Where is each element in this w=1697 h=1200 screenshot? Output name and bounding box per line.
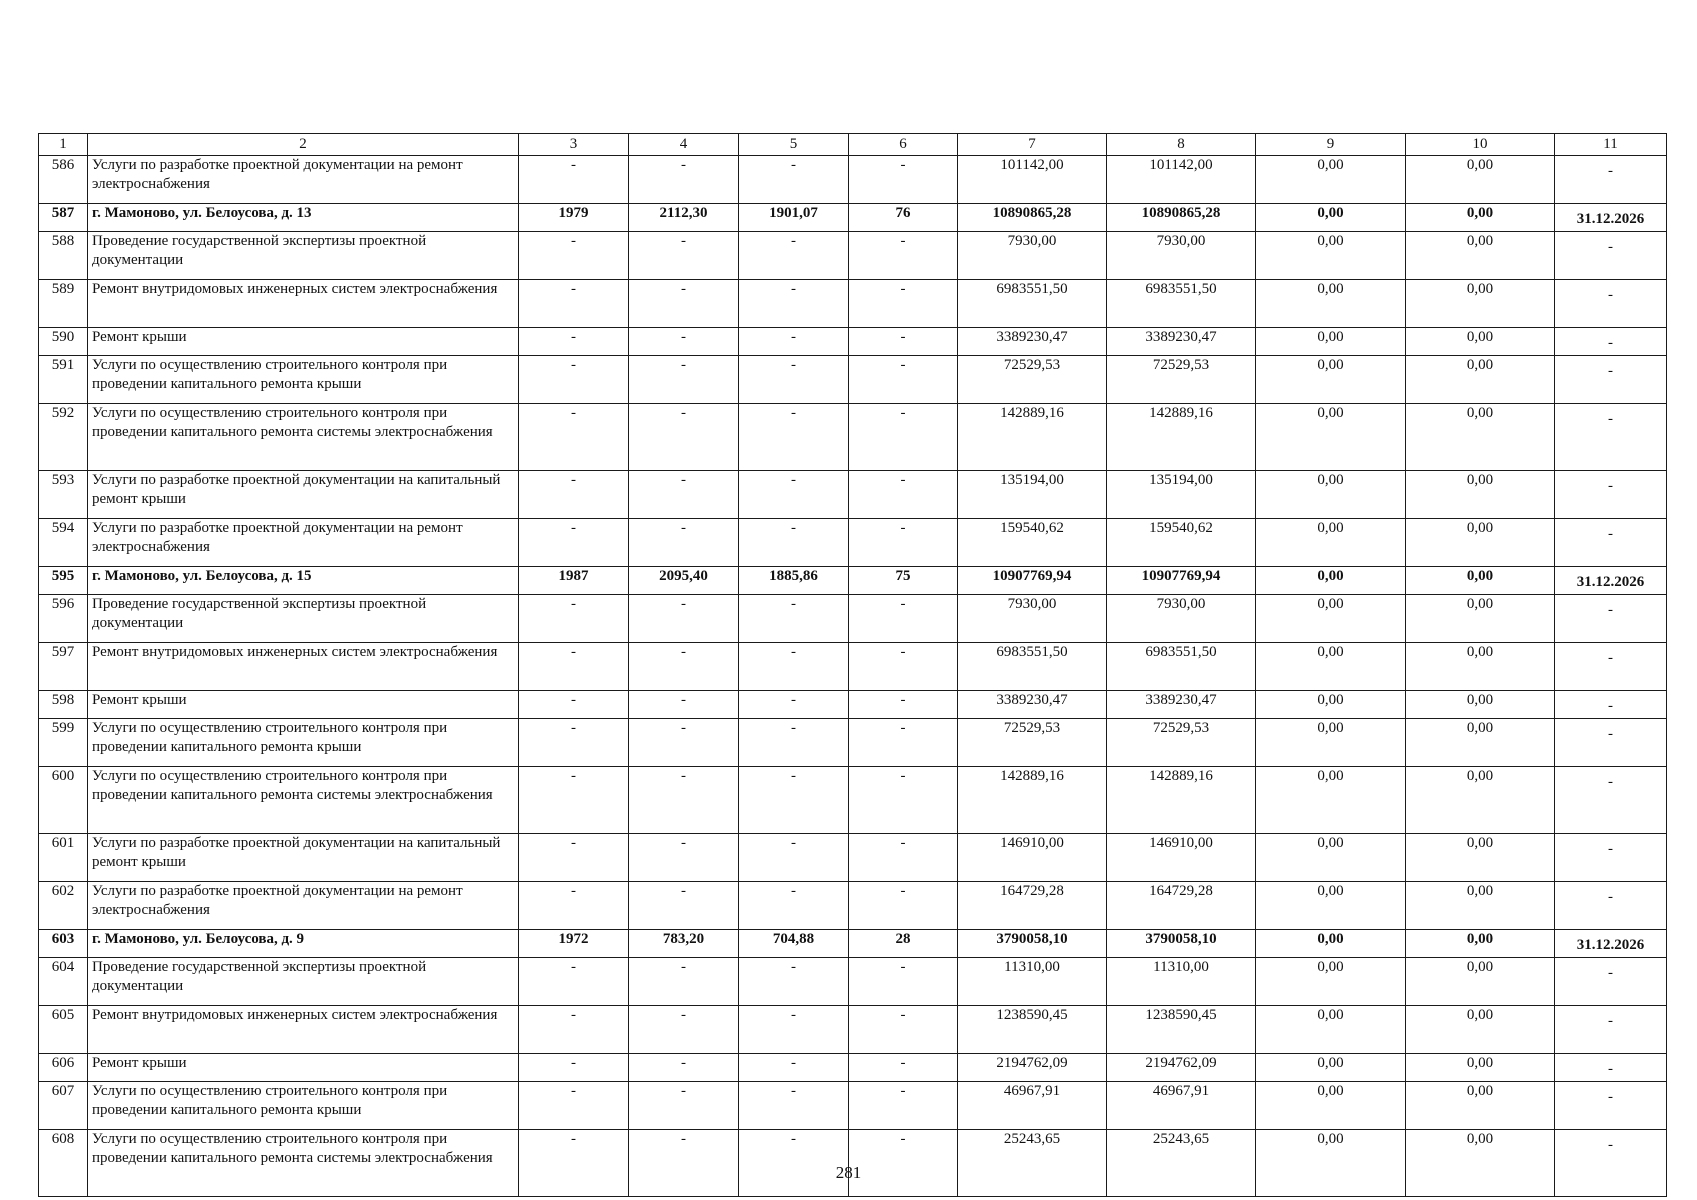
col-10-cell: 0,00 (1406, 958, 1555, 1006)
col-4-cell: - (629, 1082, 739, 1130)
row-number-cell: 600 (39, 767, 88, 834)
col-7-cell: 3389230,47 (958, 691, 1107, 719)
col-11-cell: 31.12.2026 (1555, 204, 1667, 232)
col-10-cell: 0,00 (1406, 204, 1555, 232)
column-number-10: 10 (1406, 134, 1555, 156)
col-5-cell: 1901,07 (739, 204, 849, 232)
work-item-row (39, 471, 1667, 519)
col-8-cell: 2194762,09 (1107, 1054, 1256, 1082)
col-11-cell: - (1555, 519, 1667, 567)
work-name-cell: Ремонт крыши (88, 691, 519, 719)
row-number-cell: 597 (39, 643, 88, 691)
col-6-cell: - (849, 767, 958, 834)
house-row (39, 204, 1667, 232)
col-9-cell: 0,00 (1256, 719, 1406, 767)
col-5-cell: - (739, 471, 849, 519)
col-5-cell: - (739, 882, 849, 930)
col-9-cell: 0,00 (1256, 519, 1406, 567)
col-9-cell: 0,00 (1256, 204, 1406, 232)
col-9-cell: 0,00 (1256, 232, 1406, 280)
col-4-cell: - (629, 958, 739, 1006)
row-number-cell: 605 (39, 1006, 88, 1054)
col-5-cell: - (739, 156, 849, 204)
col-8-cell: 72529,53 (1107, 356, 1256, 404)
work-name-cell: Услуги по разработке проектной документации на капитальный ремонт крыши (88, 834, 519, 882)
col-10-cell: 0,00 (1406, 356, 1555, 404)
col-7-cell: 7930,00 (958, 595, 1107, 643)
col-7-cell: 142889,16 (958, 404, 1107, 471)
col-7-cell: 46967,91 (958, 1082, 1107, 1130)
work-item-row (39, 1054, 1667, 1082)
col-10-cell: 0,00 (1406, 1054, 1555, 1082)
work-name-cell: Проведение государственной экспертизы проектной документации (88, 595, 519, 643)
work-name-cell: Ремонт крыши (88, 328, 519, 356)
col-8-cell: 3389230,47 (1107, 691, 1256, 719)
col-8-cell: 142889,16 (1107, 404, 1256, 471)
col-5-cell: - (739, 1006, 849, 1054)
work-name-cell: Услуги по осуществлению строительного контроля при проведении капитального ремонта крыши (88, 1082, 519, 1130)
col-7-cell: 7930,00 (958, 232, 1107, 280)
col-9-cell: 0,00 (1256, 691, 1406, 719)
work-name-cell: Проведение государственной экспертизы проектной документации (88, 232, 519, 280)
work-item-row (39, 1006, 1667, 1054)
col-3-cell: - (519, 1006, 629, 1054)
col-6-cell: - (849, 519, 958, 567)
col-11-cell: - (1555, 691, 1667, 719)
work-item-row (39, 595, 1667, 643)
col-5-cell: - (739, 232, 849, 280)
row-number-cell: 598 (39, 691, 88, 719)
col-9-cell: 0,00 (1256, 471, 1406, 519)
col-9-cell: 0,00 (1256, 643, 1406, 691)
col-3-cell: - (519, 1082, 629, 1130)
col-8-cell: 25243,65 (1107, 1130, 1256, 1197)
col-10-cell: 0,00 (1406, 156, 1555, 204)
col-10-cell: 0,00 (1406, 882, 1555, 930)
col-11-cell: 31.12.2026 (1555, 567, 1667, 595)
col-10-cell: 0,00 (1406, 232, 1555, 280)
col-5-cell: - (739, 1054, 849, 1082)
col-10-cell: 0,00 (1406, 1082, 1555, 1130)
row-number-cell: 590 (39, 328, 88, 356)
col-11-cell: 31.12.2026 (1555, 930, 1667, 958)
works-table (38, 133, 1667, 1197)
col-5-cell: 704,88 (739, 930, 849, 958)
work-item-row (39, 643, 1667, 691)
col-9-cell: 0,00 (1256, 404, 1406, 471)
col-8-cell: 10907769,94 (1107, 567, 1256, 595)
col-9-cell: 0,00 (1256, 328, 1406, 356)
col-7-cell: 101142,00 (958, 156, 1107, 204)
col-8-cell: 1238590,45 (1107, 1006, 1256, 1054)
col-3-cell: - (519, 156, 629, 204)
col-6-cell: - (849, 356, 958, 404)
col-3-cell: - (519, 595, 629, 643)
column-number-6: 6 (849, 134, 958, 156)
col-3-cell: - (519, 1130, 629, 1197)
col-3-cell: 1979 (519, 204, 629, 232)
col-8-cell: 7930,00 (1107, 232, 1256, 280)
col-10-cell: 0,00 (1406, 328, 1555, 356)
col-6-cell: - (849, 882, 958, 930)
work-name-cell: Ремонт внутридомовых инженерных систем электроснабжения (88, 643, 519, 691)
col-11-cell: - (1555, 328, 1667, 356)
col-3-cell: - (519, 719, 629, 767)
col-3-cell: 1987 (519, 567, 629, 595)
col-11-cell: - (1555, 719, 1667, 767)
col-4-cell: - (629, 691, 739, 719)
work-item-row (39, 719, 1667, 767)
col-11-cell: - (1555, 1006, 1667, 1054)
col-5-cell: - (739, 767, 849, 834)
col-6-cell: - (849, 280, 958, 328)
col-11-cell: - (1555, 767, 1667, 834)
col-8-cell: 101142,00 (1107, 156, 1256, 204)
col-4-cell: 2112,30 (629, 204, 739, 232)
col-4-cell: - (629, 595, 739, 643)
column-number-2: 2 (88, 134, 519, 156)
col-11-cell: - (1555, 643, 1667, 691)
work-item-row (39, 328, 1667, 356)
column-number-7: 7 (958, 134, 1107, 156)
column-number-8: 8 (1107, 134, 1256, 156)
col-5-cell: - (739, 719, 849, 767)
col-5-cell: - (739, 404, 849, 471)
col-8-cell: 10890865,28 (1107, 204, 1256, 232)
col-8-cell: 11310,00 (1107, 958, 1256, 1006)
work-name-cell: Услуги по осуществлению строительного контроля при проведении капитального ремонта системы электроснабжения (88, 767, 519, 834)
work-item-row (39, 280, 1667, 328)
col-11-cell: - (1555, 1082, 1667, 1130)
col-7-cell: 164729,28 (958, 882, 1107, 930)
col-5-cell: - (739, 691, 849, 719)
col-3-cell: - (519, 882, 629, 930)
work-item-row (39, 519, 1667, 567)
col-4-cell: - (629, 643, 739, 691)
col-4-cell: 783,20 (629, 930, 739, 958)
row-number-cell: 592 (39, 404, 88, 471)
col-11-cell: - (1555, 595, 1667, 643)
col-6-cell: 76 (849, 204, 958, 232)
col-9-cell: 0,00 (1256, 958, 1406, 1006)
col-9-cell: 0,00 (1256, 1130, 1406, 1197)
work-name-cell: Услуги по разработке проектной документации на капитальный ремонт крыши (88, 471, 519, 519)
col-5-cell: - (739, 328, 849, 356)
col-6-cell: - (849, 328, 958, 356)
col-7-cell: 2194762,09 (958, 1054, 1107, 1082)
col-11-cell: - (1555, 958, 1667, 1006)
col-8-cell: 142889,16 (1107, 767, 1256, 834)
col-6-cell: - (849, 471, 958, 519)
col-10-cell: 0,00 (1406, 719, 1555, 767)
col-7-cell: 6983551,50 (958, 643, 1107, 691)
col-11-cell: - (1555, 471, 1667, 519)
work-name-cell: Ремонт внутридомовых инженерных систем электроснабжения (88, 280, 519, 328)
column-number-row (39, 134, 1667, 156)
work-item-row (39, 767, 1667, 834)
row-number-cell: 608 (39, 1130, 88, 1197)
work-name-cell: г. Мамоново, ул. Белоусова, д. 15 (88, 567, 519, 595)
col-10-cell: 0,00 (1406, 567, 1555, 595)
col-9-cell: 0,00 (1256, 767, 1406, 834)
col-11-cell: - (1555, 356, 1667, 404)
work-item-row (39, 834, 1667, 882)
col-4-cell: - (629, 882, 739, 930)
col-7-cell: 10890865,28 (958, 204, 1107, 232)
col-9-cell: 0,00 (1256, 567, 1406, 595)
col-3-cell: - (519, 643, 629, 691)
col-8-cell: 46967,91 (1107, 1082, 1256, 1130)
row-number-cell: 591 (39, 356, 88, 404)
col-7-cell: 146910,00 (958, 834, 1107, 882)
col-3-cell: - (519, 958, 629, 1006)
col-4-cell: - (629, 1054, 739, 1082)
col-4-cell: - (629, 156, 739, 204)
col-4-cell: - (629, 834, 739, 882)
col-10-cell: 0,00 (1406, 1006, 1555, 1054)
col-11-cell: - (1555, 834, 1667, 882)
house-row (39, 567, 1667, 595)
page-number: 281 (835, 1163, 862, 1182)
work-name-cell: г. Мамоново, ул. Белоусова, д. 9 (88, 930, 519, 958)
work-name-cell: Услуги по разработке проектной документации на ремонт электроснабжения (88, 156, 519, 204)
row-number-cell: 604 (39, 958, 88, 1006)
col-4-cell: - (629, 280, 739, 328)
col-6-cell: - (849, 643, 958, 691)
col-5-cell: - (739, 958, 849, 1006)
col-10-cell: 0,00 (1406, 595, 1555, 643)
col-5-cell: - (739, 1130, 849, 1197)
col-7-cell: 142889,16 (958, 767, 1107, 834)
col-7-cell: 1238590,45 (958, 1006, 1107, 1054)
col-5-cell: - (739, 356, 849, 404)
work-item-row (39, 882, 1667, 930)
column-number-1: 1 (39, 134, 88, 156)
col-10-cell: 0,00 (1406, 404, 1555, 471)
col-8-cell: 72529,53 (1107, 719, 1256, 767)
col-10-cell: 0,00 (1406, 280, 1555, 328)
col-6-cell: - (849, 834, 958, 882)
col-7-cell: 72529,53 (958, 719, 1107, 767)
col-6-cell: - (849, 958, 958, 1006)
col-3-cell: 1972 (519, 930, 629, 958)
col-3-cell: - (519, 767, 629, 834)
col-11-cell: - (1555, 1054, 1667, 1082)
work-name-cell: Услуги по осуществлению строительного контроля при проведении капитального ремонта системы электроснабжения (88, 1130, 519, 1197)
col-6-cell: - (849, 1130, 958, 1197)
col-6-cell: - (849, 404, 958, 471)
col-11-cell: - (1555, 882, 1667, 930)
house-row (39, 930, 1667, 958)
col-10-cell: 0,00 (1406, 471, 1555, 519)
work-item-row (39, 156, 1667, 204)
row-number-cell: 593 (39, 471, 88, 519)
work-name-cell: Ремонт внутридомовых инженерных систем электроснабжения (88, 1006, 519, 1054)
col-4-cell: - (629, 471, 739, 519)
col-9-cell: 0,00 (1256, 882, 1406, 930)
col-9-cell: 0,00 (1256, 156, 1406, 204)
col-4-cell: - (629, 328, 739, 356)
col-8-cell: 3790058,10 (1107, 930, 1256, 958)
col-9-cell: 0,00 (1256, 1006, 1406, 1054)
column-number-9: 9 (1256, 134, 1406, 156)
col-6-cell: 28 (849, 930, 958, 958)
work-item-row (39, 404, 1667, 471)
col-6-cell: - (849, 691, 958, 719)
col-9-cell: 0,00 (1256, 356, 1406, 404)
col-4-cell: - (629, 356, 739, 404)
col-3-cell: - (519, 691, 629, 719)
col-8-cell: 7930,00 (1107, 595, 1256, 643)
work-name-cell: Услуги по разработке проектной документации на ремонт электроснабжения (88, 882, 519, 930)
col-8-cell: 164729,28 (1107, 882, 1256, 930)
work-item-row (39, 958, 1667, 1006)
col-8-cell: 135194,00 (1107, 471, 1256, 519)
col-4-cell: - (629, 1130, 739, 1197)
row-number-cell: 588 (39, 232, 88, 280)
col-3-cell: - (519, 404, 629, 471)
col-7-cell: 72529,53 (958, 356, 1107, 404)
col-7-cell: 135194,00 (958, 471, 1107, 519)
col-6-cell: - (849, 1082, 958, 1130)
col-7-cell: 11310,00 (958, 958, 1107, 1006)
col-5-cell: - (739, 280, 849, 328)
row-number-cell: 607 (39, 1082, 88, 1130)
work-name-cell: Услуги по осуществлению строительного контроля при проведении капитального ремонта системы электроснабжения (88, 404, 519, 471)
col-4-cell: - (629, 404, 739, 471)
work-name-cell: Услуги по осуществлению строительного контроля при проведении капитального ремонта крыши (88, 356, 519, 404)
col-3-cell: - (519, 328, 629, 356)
col-6-cell: - (849, 156, 958, 204)
col-9-cell: 0,00 (1256, 834, 1406, 882)
col-4-cell: - (629, 232, 739, 280)
col-8-cell: 159540,62 (1107, 519, 1256, 567)
work-item-row (39, 1082, 1667, 1130)
col-4-cell: - (629, 719, 739, 767)
col-4-cell: - (629, 1006, 739, 1054)
work-name-cell: Проведение государственной экспертизы проектной документации (88, 958, 519, 1006)
col-9-cell: 0,00 (1256, 930, 1406, 958)
col-6-cell: - (849, 1006, 958, 1054)
row-number-cell: 603 (39, 930, 88, 958)
col-5-cell: - (739, 595, 849, 643)
col-5-cell: - (739, 1082, 849, 1130)
col-3-cell: - (519, 834, 629, 882)
col-10-cell: 0,00 (1406, 930, 1555, 958)
col-11-cell: - (1555, 232, 1667, 280)
col-10-cell: 0,00 (1406, 834, 1555, 882)
column-number-3: 3 (519, 134, 629, 156)
col-11-cell: - (1555, 156, 1667, 204)
col-8-cell: 6983551,50 (1107, 643, 1256, 691)
column-number-4: 4 (629, 134, 739, 156)
col-9-cell: 0,00 (1256, 1082, 1406, 1130)
col-10-cell: 0,00 (1406, 643, 1555, 691)
col-6-cell: - (849, 232, 958, 280)
col-9-cell: 0,00 (1256, 1054, 1406, 1082)
work-name-cell: Услуги по осуществлению строительного контроля при проведении капитального ремонта крыши (88, 719, 519, 767)
col-6-cell: - (849, 1054, 958, 1082)
col-6-cell: 75 (849, 567, 958, 595)
row-number-cell: 606 (39, 1054, 88, 1082)
work-name-cell: Услуги по разработке проектной документации на ремонт электроснабжения (88, 519, 519, 567)
col-3-cell: - (519, 1054, 629, 1082)
col-4-cell: 2095,40 (629, 567, 739, 595)
row-number-cell: 602 (39, 882, 88, 930)
col-3-cell: - (519, 471, 629, 519)
col-7-cell: 159540,62 (958, 519, 1107, 567)
col-8-cell: 6983551,50 (1107, 280, 1256, 328)
col-10-cell: 0,00 (1406, 1130, 1555, 1197)
col-6-cell: - (849, 595, 958, 643)
col-9-cell: 0,00 (1256, 595, 1406, 643)
row-number-cell: 596 (39, 595, 88, 643)
col-7-cell: 10907769,94 (958, 567, 1107, 595)
col-5-cell: 1885,86 (739, 567, 849, 595)
col-3-cell: - (519, 280, 629, 328)
work-item-row (39, 232, 1667, 280)
col-6-cell: - (849, 719, 958, 767)
col-11-cell: - (1555, 280, 1667, 328)
col-4-cell: - (629, 767, 739, 834)
col-3-cell: - (519, 356, 629, 404)
col-8-cell: 146910,00 (1107, 834, 1256, 882)
col-7-cell: 6983551,50 (958, 280, 1107, 328)
col-11-cell: - (1555, 1130, 1667, 1197)
col-5-cell: - (739, 643, 849, 691)
col-3-cell: - (519, 232, 629, 280)
work-item-row (39, 691, 1667, 719)
row-number-cell: 587 (39, 204, 88, 232)
col-11-cell: - (1555, 404, 1667, 471)
col-7-cell: 3790058,10 (958, 930, 1107, 958)
work-item-row (39, 356, 1667, 404)
col-10-cell: 0,00 (1406, 767, 1555, 834)
column-number-11: 11 (1555, 134, 1667, 156)
col-5-cell: - (739, 834, 849, 882)
work-name-cell: г. Мамоново, ул. Белоусова, д. 13 (88, 204, 519, 232)
work-name-cell: Ремонт крыши (88, 1054, 519, 1082)
col-8-cell: 3389230,47 (1107, 328, 1256, 356)
col-7-cell: 3389230,47 (958, 328, 1107, 356)
col-3-cell: - (519, 519, 629, 567)
row-number-cell: 589 (39, 280, 88, 328)
col-9-cell: 0,00 (1256, 280, 1406, 328)
col-10-cell: 0,00 (1406, 691, 1555, 719)
row-number-cell: 595 (39, 567, 88, 595)
col-10-cell: 0,00 (1406, 519, 1555, 567)
column-number-5: 5 (739, 134, 849, 156)
row-number-cell: 594 (39, 519, 88, 567)
col-5-cell: - (739, 519, 849, 567)
row-number-cell: 586 (39, 156, 88, 204)
row-number-cell: 599 (39, 719, 88, 767)
col-7-cell: 25243,65 (958, 1130, 1107, 1197)
row-number-cell: 601 (39, 834, 88, 882)
col-4-cell: - (629, 519, 739, 567)
